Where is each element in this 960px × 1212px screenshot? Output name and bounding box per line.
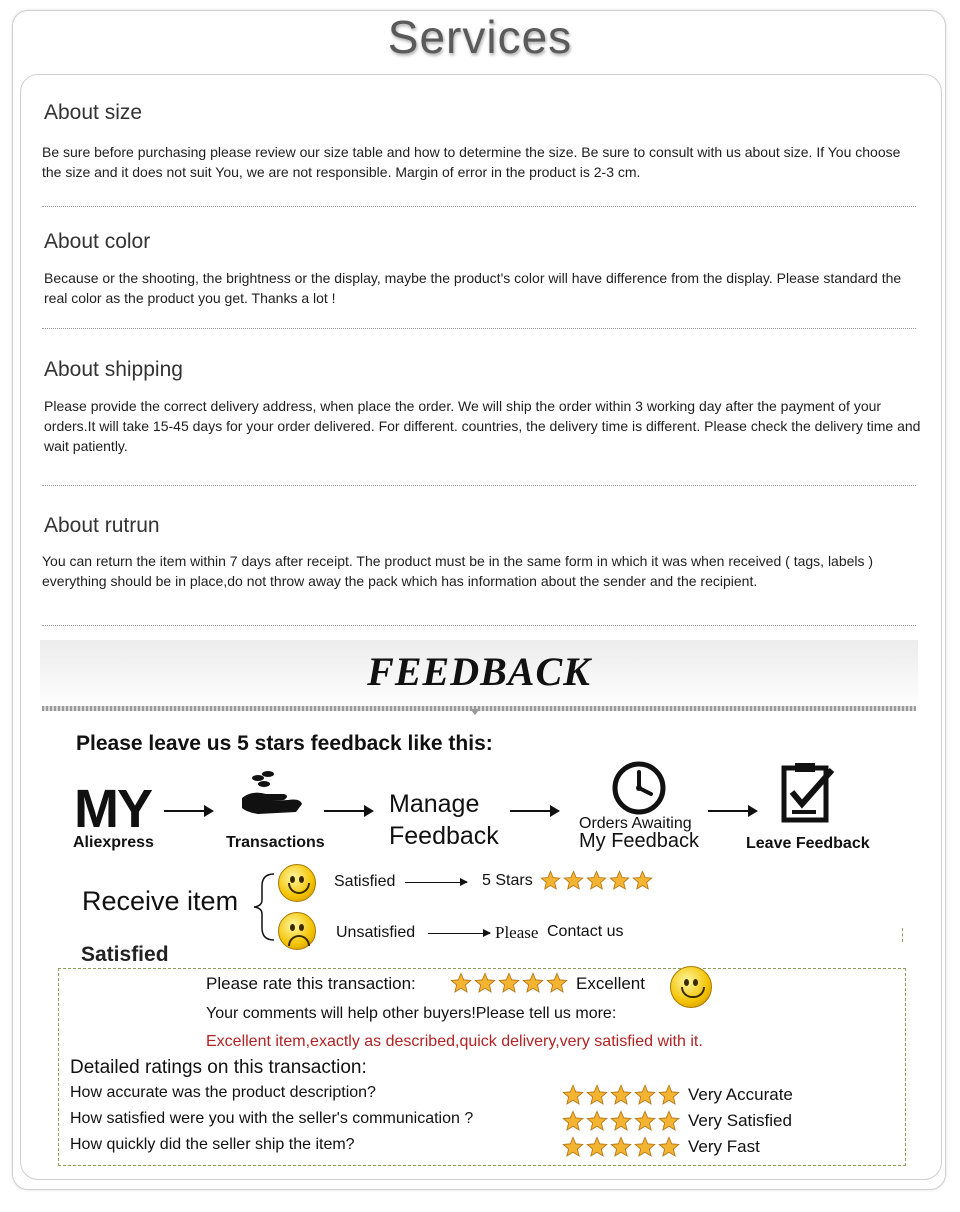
star-icon (658, 1136, 680, 1158)
star-icon (586, 1110, 608, 1132)
step-arrow (324, 810, 372, 812)
rating-question: How satisfied were you with the seller's communication ? (70, 1110, 474, 1127)
section-heading-shipping: About shipping (44, 358, 183, 381)
star-icon (634, 1136, 656, 1158)
rating-question: How quickly did the seller ship the item? (70, 1136, 355, 1153)
contact-us-label: Contact us (547, 923, 624, 940)
step-arrow (510, 810, 558, 812)
satisfied-heading: Satisfied (81, 943, 169, 966)
rating-answer: Very Satisfied (688, 1111, 792, 1130)
star-icon (610, 1084, 632, 1106)
star-icon (450, 972, 472, 994)
rate-transaction-value: Excellent (576, 974, 645, 993)
step-manage-line2: Feedback (389, 822, 499, 850)
star-icon (474, 972, 496, 994)
section-divider (42, 206, 916, 207)
rating-stars (562, 1136, 680, 1158)
section-divider (42, 625, 916, 626)
my-aliexpress-logo: MY (74, 779, 151, 839)
transaction-star-rating (450, 972, 568, 994)
star-icon (658, 1084, 680, 1106)
step-orders-line1: Orders Awaiting (579, 815, 692, 832)
step-transactions-label: Transactions (226, 834, 325, 851)
happy-face-icon (278, 864, 316, 902)
curly-brace (252, 872, 276, 942)
satisfied-label: Satisfied (334, 873, 396, 890)
star-icon (634, 1084, 656, 1106)
rating-answer: Very Accurate (688, 1085, 793, 1104)
rate-transaction-label: Please rate this transaction: (206, 974, 416, 993)
star-icon (562, 1136, 584, 1158)
box-edge-mark (902, 928, 903, 942)
star-rating-row (540, 870, 653, 891)
five-stars-label: 5 Stars (482, 872, 533, 889)
section-text-color: Because or the shooting, the brightness or the display, maybe the product's color will have difference from the display. Please standard the real color as the product you get. Thanks a lot ! (44, 270, 902, 306)
checklist-icon (780, 762, 838, 824)
step-orders-line2: My Feedback (579, 830, 700, 852)
star-icon (563, 870, 584, 891)
star-icon (609, 870, 630, 891)
feedback-instruction: Please leave us 5 stars feedback like this: (76, 732, 493, 755)
section-text-shipping: Please provide the correct delivery address, when place the order. We will ship the order within 3 working day after the payment of your orders.It will take 15-45 days for your order delivered. For different. countries, the delivery time is different. Please check the delivery time and wait patiently. (44, 398, 921, 454)
rating-question: How accurate was the product description? (70, 1084, 376, 1101)
star-icon (634, 1110, 656, 1132)
comment-text: Excellent item,exactly as described,quick delivery,very satisfied with it. (206, 1033, 703, 1050)
star-icon (540, 870, 561, 891)
happy-face-icon (670, 966, 712, 1008)
star-icon (586, 1136, 608, 1158)
star-icon (562, 1110, 584, 1132)
unsatisfied-arrow (428, 933, 490, 934)
satisfied-arrow (405, 882, 467, 883)
step-arrow (164, 810, 212, 812)
feedback-rule-caret (470, 709, 480, 715)
sad-face-icon (278, 912, 316, 950)
page-title: Services (387, 11, 573, 63)
step-aliexpress-label: Aliexpress (73, 834, 154, 851)
clock-icon (611, 760, 667, 816)
hand-coins-icon (238, 768, 304, 816)
star-icon (610, 1136, 632, 1158)
star-icon (546, 972, 568, 994)
step-manage-line1: Manage (389, 790, 480, 818)
comments-label: Your comments will help other buyers!Please tell us more: (206, 1005, 617, 1022)
unsatisfied-label: Unsatisfied (336, 924, 416, 941)
star-icon (610, 1110, 632, 1132)
detailed-ratings-heading: Detailed ratings on this transaction: (70, 1057, 367, 1078)
step-arrow (708, 810, 756, 812)
star-icon (632, 870, 653, 891)
section-heading-return: About rutrun (44, 514, 160, 537)
please-label: Please (495, 923, 539, 942)
star-icon (658, 1110, 680, 1132)
section-divider (42, 485, 916, 486)
section-heading-size: About size (44, 101, 143, 124)
rating-answer: Very Fast (688, 1137, 760, 1156)
rating-stars (562, 1110, 680, 1132)
step-leave-feedback-label: Leave Feedback (746, 835, 870, 852)
section-text-return: You can return the item within 7 days after receipt. The product must be in the same form in which it was when received ( tags, labels ) everything should be in place,do not throw away the pack which has information about the sender and the recipient. (42, 553, 874, 589)
rating-stars (562, 1084, 680, 1106)
receive-item-label: Receive item (82, 886, 239, 916)
star-icon (522, 972, 544, 994)
star-icon (586, 870, 607, 891)
section-heading-color: About color (44, 230, 151, 253)
section-divider (42, 328, 916, 329)
section-text-size: Be sure before purchasing please review our size table and how to determine the size. Be sure to consult with us about size. If You choose the size and it does not suit You, we are not responsible. Margin of error in the product is 2-3 cm. (42, 144, 901, 180)
star-icon (562, 1084, 584, 1106)
feedback-title: FEEDBACK (367, 649, 591, 694)
star-icon (586, 1084, 608, 1106)
star-icon (498, 972, 520, 994)
